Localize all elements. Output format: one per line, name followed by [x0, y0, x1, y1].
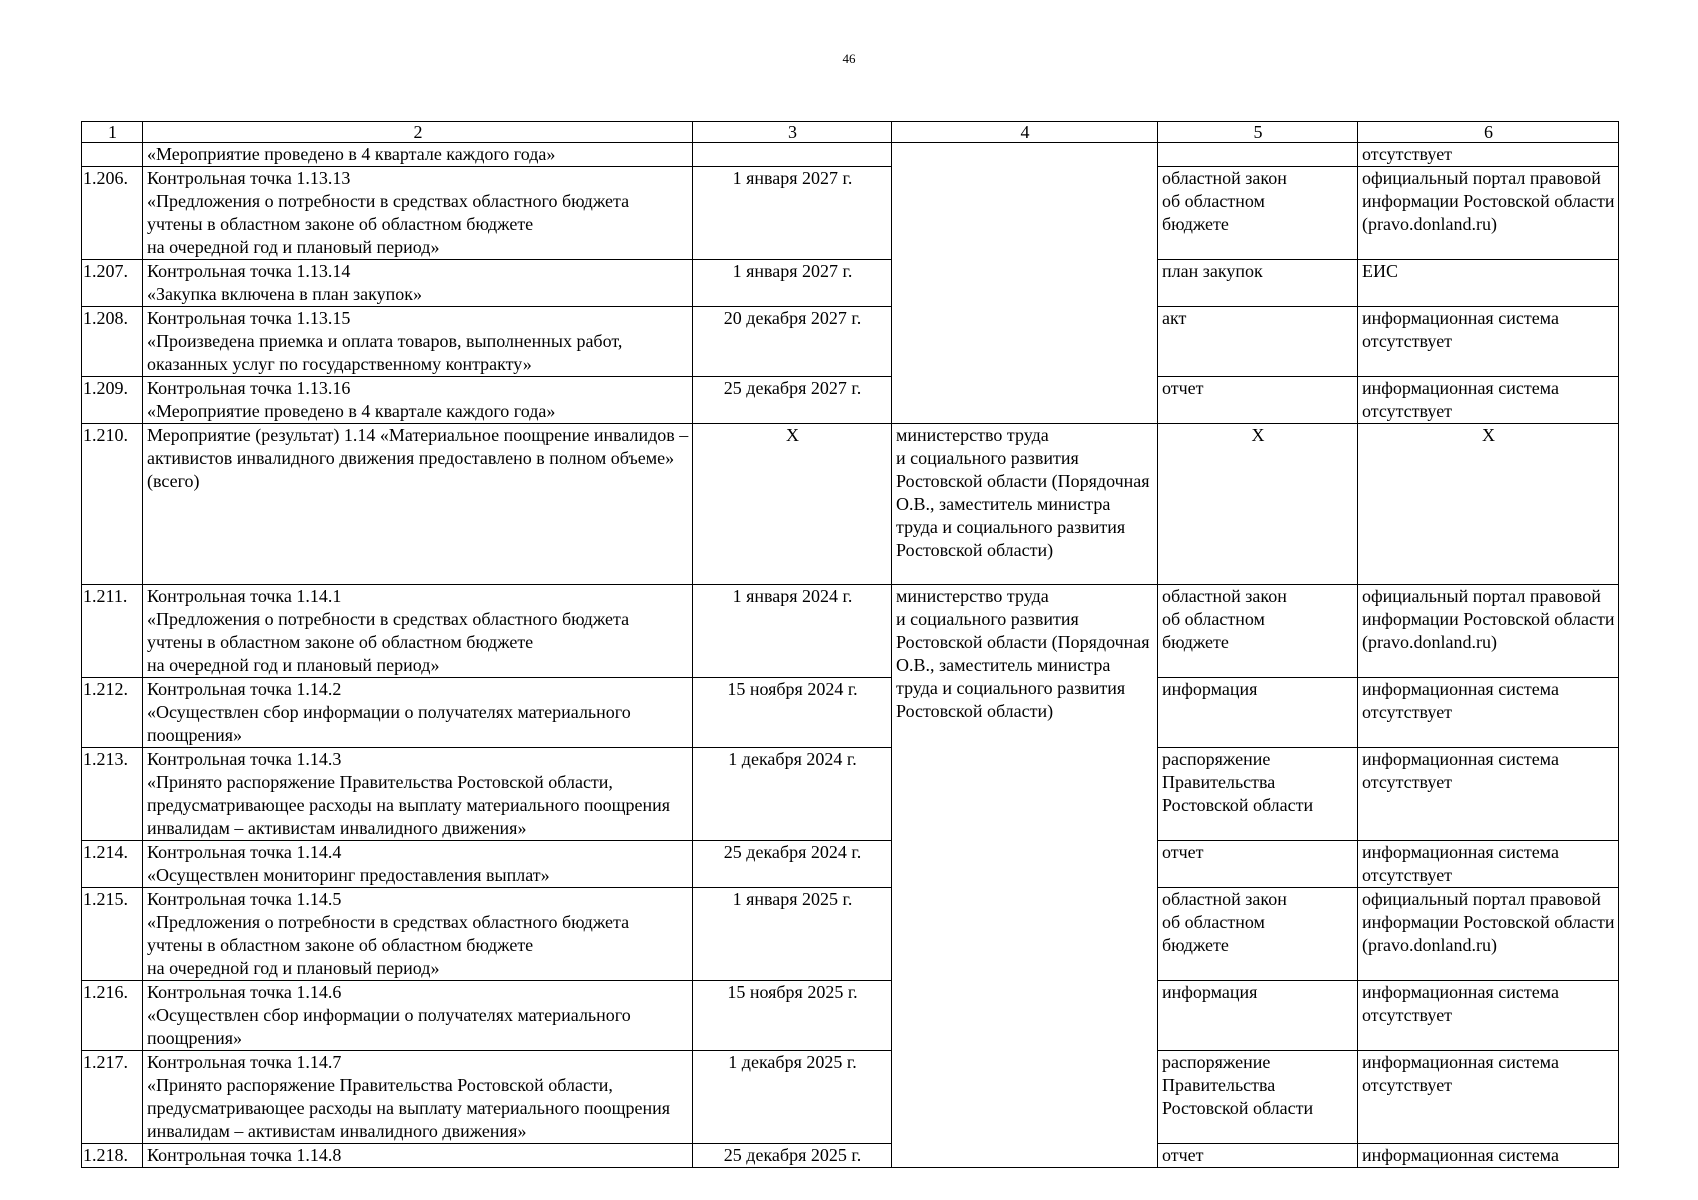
row-responsible — [892, 143, 1158, 424]
row-number: 1.215. — [82, 888, 143, 981]
row-document: областной закон об областном бюджете — [1158, 888, 1358, 981]
row-date: 25 декабря 2027 г. — [693, 377, 892, 424]
row-date: 1 декабря 2025 г. — [693, 1051, 892, 1144]
row-description: Контрольная точка 1.14.8 — [143, 1144, 693, 1168]
row-date: 1 января 2025 г. — [693, 888, 892, 981]
row-description: Контрольная точка 1.14.1 «Предложения о потребности в средствах областного бюджета учтены в областном законе об областном бюджете на очередной год и плановый период» — [143, 585, 693, 678]
table-row — [82, 377, 1619, 424]
row-date: 15 ноября 2025 г. — [693, 981, 892, 1051]
table-row — [82, 678, 1619, 748]
row-document: акт — [1158, 307, 1358, 377]
row-document: отчет — [1158, 1144, 1358, 1168]
table-row — [82, 585, 1619, 678]
row-date — [693, 143, 892, 167]
row-date: 1 декабря 2024 г. — [693, 748, 892, 841]
row-date: 20 декабря 2027 г. — [693, 307, 892, 377]
row-number: 1.217. — [82, 1051, 143, 1144]
table-row — [82, 1051, 1619, 1144]
table-row — [82, 307, 1619, 377]
row-source: официальный портал правовой информации Ростовской области (pravo.donland.ru) — [1358, 888, 1619, 981]
row-document: распоряжение Правительства Ростовской области — [1158, 1051, 1358, 1144]
row-document: информация — [1158, 981, 1358, 1051]
row-number: 1.208. — [82, 307, 143, 377]
row-description: Контрольная точка 1.14.6 «Осуществлен сбор информации о получателях материального поощрения» — [143, 981, 693, 1051]
row-number: 1.214. — [82, 841, 143, 888]
row-number: 1.216. — [82, 981, 143, 1051]
row-responsible: министерство труда и социального развития Ростовской области (Порядочная О.В., заместитель министра труда и социального развития Ростовской области) — [892, 585, 1158, 1168]
row-number: 1.209. — [82, 377, 143, 424]
table-row — [82, 888, 1619, 981]
table-row — [82, 748, 1619, 841]
row-number: 1.210. — [82, 424, 143, 585]
row-source: информационная система отсутствует — [1358, 841, 1619, 888]
column-header: 6 — [1358, 122, 1619, 143]
row-date: Х — [693, 424, 892, 585]
row-date: 25 декабря 2024 г. — [693, 841, 892, 888]
row-number: 1.213. — [82, 748, 143, 841]
row-description: Контрольная точка 1.13.16 «Мероприятие проведено в 4 квартале каждого года» — [143, 377, 693, 424]
row-source: официальный портал правовой информации Ростовской области (pravo.donland.ru) — [1358, 167, 1619, 260]
table-row — [82, 424, 1619, 585]
row-number: 1.207. — [82, 260, 143, 307]
row-date: 15 ноября 2024 г. — [693, 678, 892, 748]
row-document — [1158, 143, 1358, 167]
row-description: Мероприятие (результат) 1.14 «Материальное поощрение инвалидов – активистов инвалидного движения предоставлено в полном объеме» (всего) — [143, 424, 693, 585]
table-row — [82, 1144, 1619, 1168]
row-source: отсутствует — [1358, 143, 1619, 167]
row-source: информационная система отсутствует — [1358, 307, 1619, 377]
row-document: отчет — [1158, 377, 1358, 424]
table-row — [82, 841, 1619, 888]
row-document: план закупок — [1158, 260, 1358, 307]
row-description: Контрольная точка 1.14.3 «Принято распоряжение Правительства Ростовской области, предусматривающее расходы на выплату материального поощрения инвалидам – активистам инвалидного движения» — [143, 748, 693, 841]
row-source: информационная система отсутствует — [1358, 377, 1619, 424]
row-responsible: министерство труда и социального развития Ростовской области (Порядочная О.В., заместитель министра труда и социального развития Ростовской области) — [892, 424, 1158, 585]
row-number: 1.206. — [82, 167, 143, 260]
table-row — [82, 981, 1619, 1051]
row-description: Контрольная точка 1.13.14 «Закупка включена в план закупок» — [143, 260, 693, 307]
row-date: 25 декабря 2025 г. — [693, 1144, 892, 1168]
row-source: Х — [1358, 424, 1619, 585]
row-source: информационная система отсутствует — [1358, 678, 1619, 748]
row-document: отчет — [1158, 841, 1358, 888]
row-description: Контрольная точка 1.13.13 «Предложения о потребности в средствах областного бюджета учтены в областном законе об областном бюджете на очередной год и плановый период» — [143, 167, 693, 260]
row-number: 1.218. — [82, 1144, 143, 1168]
table-row — [82, 143, 1619, 167]
row-document: областной закон об областном бюджете — [1158, 167, 1358, 260]
row-source: информационная система — [1358, 1144, 1619, 1168]
row-date: 1 января 2024 г. — [693, 585, 892, 678]
table-row — [82, 260, 1619, 307]
column-header: 3 — [693, 122, 892, 143]
row-source: ЕИС — [1358, 260, 1619, 307]
row-number: 1.212. — [82, 678, 143, 748]
column-header: 1 — [82, 122, 143, 143]
column-header: 4 — [892, 122, 1158, 143]
plan-table — [81, 121, 1619, 1168]
row-document: информация — [1158, 678, 1358, 748]
table-row — [82, 167, 1619, 260]
page-number: 46 — [842, 51, 856, 66]
row-source: официальный портал правовой информации Ростовской области (pravo.donland.ru) — [1358, 585, 1619, 678]
row-source: информационная система отсутствует — [1358, 748, 1619, 841]
row-source: информационная система отсутствует — [1358, 981, 1619, 1051]
row-description: «Мероприятие проведено в 4 квартале каждого года» — [143, 143, 693, 167]
row-description: Контрольная точка 1.14.2 «Осуществлен сбор информации о получателях материального поощрения» — [143, 678, 693, 748]
row-date: 1 января 2027 г. — [693, 167, 892, 260]
column-header: 5 — [1158, 122, 1358, 143]
row-description: Контрольная точка 1.14.5 «Предложения о потребности в средствах областного бюджета учтены в областном законе об областном бюджете на очередной год и плановый период» — [143, 888, 693, 981]
row-number: 1.211. — [82, 585, 143, 678]
row-document: распоряжение Правительства Ростовской области — [1158, 748, 1358, 841]
row-document: областной закон об областном бюджете — [1158, 585, 1358, 678]
row-source: информационная система отсутствует — [1358, 1051, 1619, 1144]
column-header: 2 — [143, 122, 693, 143]
row-number — [82, 143, 143, 167]
row-description: Контрольная точка 1.14.4 «Осуществлен мониторинг предоставления выплат» — [143, 841, 693, 888]
row-document: Х — [1158, 424, 1358, 585]
row-description: Контрольная точка 1.13.15 «Произведена приемка и оплата товаров, выполненных работ, оказанных услуг по государственному контракту» — [143, 307, 693, 377]
row-date: 1 января 2027 г. — [693, 260, 892, 307]
table-header-row — [82, 122, 1619, 143]
row-description: Контрольная точка 1.14.7 «Принято распоряжение Правительства Ростовской области, предусматривающее расходы на выплату материального поощрения инвалидам – активистам инвалидного движения» — [143, 1051, 693, 1144]
